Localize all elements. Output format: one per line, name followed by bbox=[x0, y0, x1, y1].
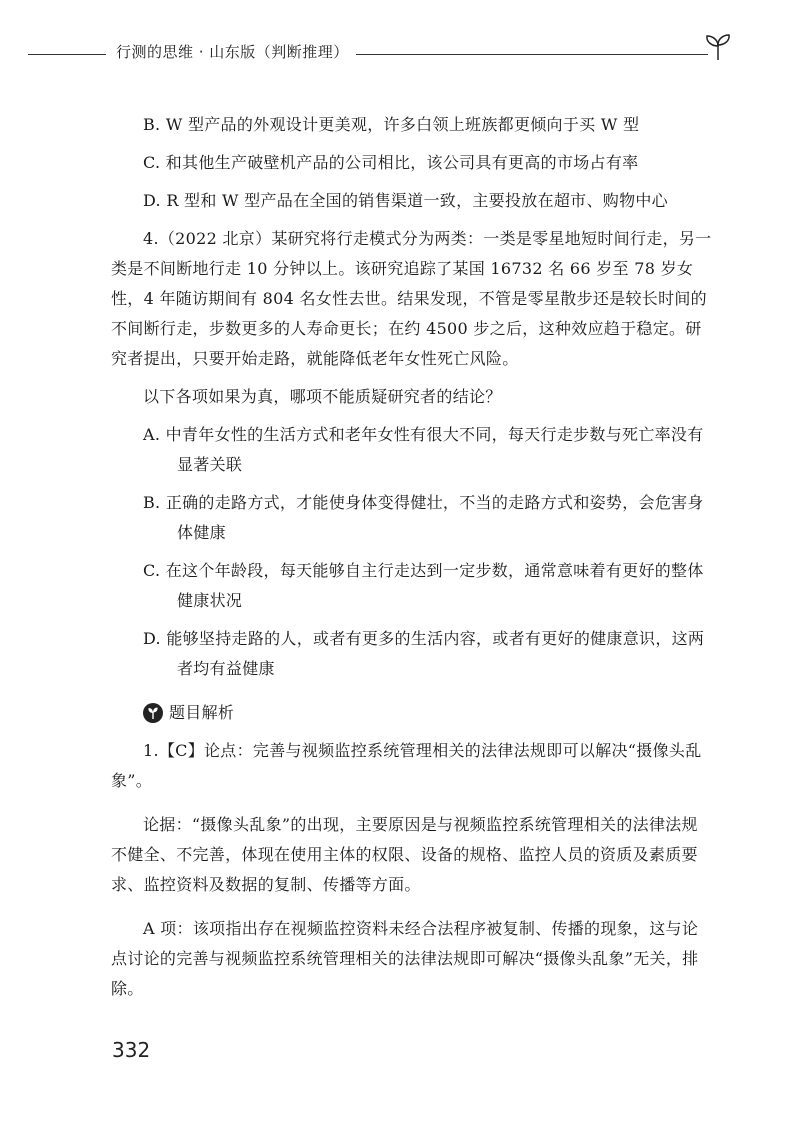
q4-option-c: C. 在这个年龄段，每天能够自主行走达到一定步数，通常意味着有更好的整体健康状况 bbox=[143, 561, 704, 610]
sprout-badge-icon bbox=[143, 703, 163, 723]
q4-option-b: B. 正确的走路方式，才能使身体变得健壮，不当的走路方式和姿势，会危害身体健康 bbox=[143, 493, 704, 542]
analysis-answer-1: 1.【C】论点：完善与视频监控系统管理相关的法律法规即可以解决“摄像头乱象”。 bbox=[111, 741, 702, 790]
prev-option-d: D. R 型和 W 型产品在全国的销售渠道一致，主要投放在超市、购物中心 bbox=[143, 191, 668, 210]
analysis-option-a: A 项：该项指出存在视频监控资料未经合法程序被复制、传播的现象，这与论点讨论的完善与视频监控系统管理相关的法律法规即可解决“摄像头乱象”无关，排除。 bbox=[111, 919, 699, 998]
page-content bbox=[113, 110, 713, 1004]
header-rule-right bbox=[356, 54, 708, 55]
sprout-icon bbox=[698, 32, 738, 62]
running-header bbox=[28, 38, 718, 72]
analysis-heading bbox=[143, 698, 713, 728]
q4-option-d: D. 能够坚持走路的人，或者有更多的生活内容，或者有更好的健康意识，这两者均有益健康 bbox=[143, 629, 705, 678]
book-title: 行测的思维 · 山东版（判断推理） bbox=[116, 43, 349, 61]
question-4-stem: 4.（2022 北京）某研究将行走模式分为两类：一类是零星地短时间行走，另一类是不间断地行走 10 分钟以上。该研究追踪了某国 16732 名 66 岁至 78 岁女性，4 年随访期间有 804 名女性去世。结果发现，不管是零星散步还是较长时间的不间断行走，步数更多的人寿命更长；在约 4500 步之后，这种效应趋于稳定。研究者提出，只要开始走路，就能降低老年女性死亡风险。 bbox=[111, 229, 712, 368]
q4-option-a: A. 中青年女性的生活方式和老年女性有很大不同，每天行走步数与死亡率没有显著关联 bbox=[143, 425, 704, 474]
prev-option-b: B. W 型产品的外观设计更美观，许多白领上班族都更倾向于买 W 型 bbox=[143, 115, 640, 134]
analysis-argument: 论据：“摄像头乱象”的出现，主要原因是与视频监控系统管理相关的法律法规不健全、不完善，体现在使用主体的权限、设备的规格、监控人员的资质及素质要求、监控资料及数据的复制、传播等方面。 bbox=[111, 815, 698, 894]
analysis-heading-text: 题目解析 bbox=[169, 703, 235, 722]
page-number: 332 bbox=[112, 1038, 151, 1062]
header-rule-left bbox=[28, 54, 106, 55]
prev-option-c: C. 和其他生产破壁机产品的公司相比，该公司具有更高的市场占有率 bbox=[143, 153, 639, 172]
question-4-prompt: 以下各项如果为真，哪项不能质疑研究者的结论？ bbox=[143, 387, 502, 406]
